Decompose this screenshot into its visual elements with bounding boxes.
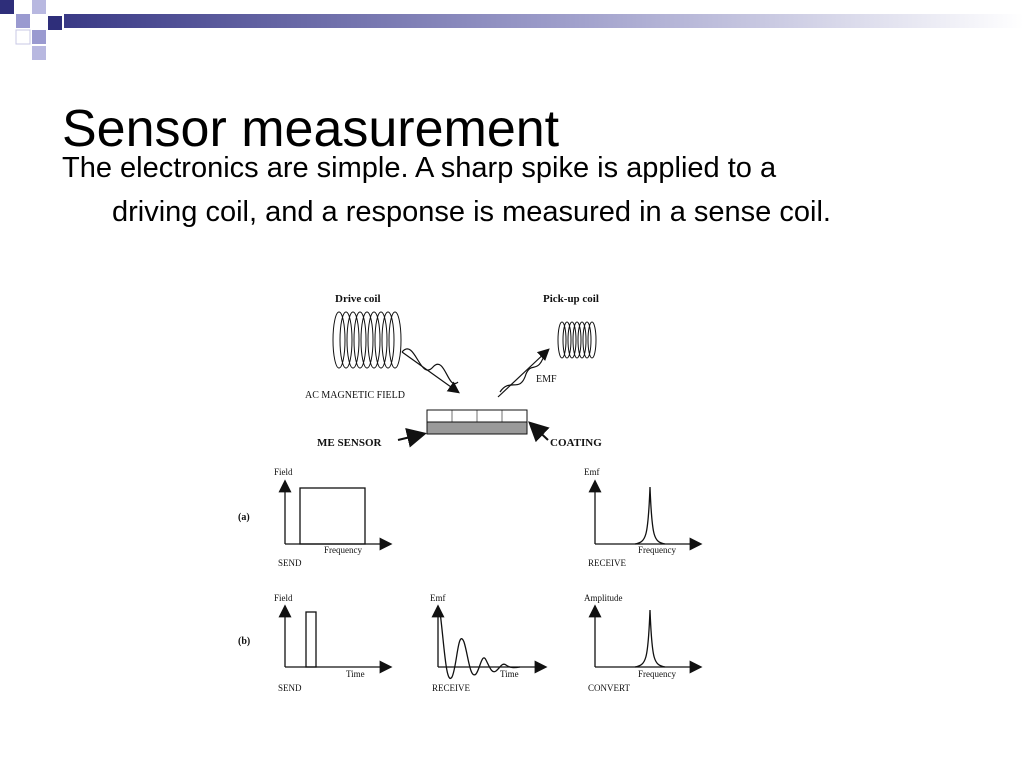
ac-field-label: AC MAGNETIC FIELD [305, 390, 405, 401]
drive-coil-label: Drive coil [335, 293, 381, 305]
b-recv-ylabel: Emf [430, 593, 446, 603]
a-recv-ylabel: Emf [584, 467, 600, 477]
a-send-caption: SEND [278, 558, 302, 568]
slide-title: Sensor measurement [62, 100, 560, 158]
a-recv-caption: RECEIVE [588, 558, 626, 568]
coating-label: COATING [550, 437, 602, 449]
pickup-coil-label: Pick-up coil [543, 293, 599, 305]
ac-field-arrow [402, 349, 458, 392]
row-b-label: (b) [238, 636, 251, 647]
plot-b-convert [595, 607, 700, 667]
b-send-xlabel: Time [346, 669, 365, 679]
b-conv-ylabel: Amplitude [584, 593, 623, 603]
plot-b-send [285, 607, 390, 667]
plot-b-receive [438, 607, 545, 678]
a-recv-xlabel: Frequency [638, 545, 676, 555]
row-a-label: (a) [238, 512, 250, 523]
b-recv-xlabel: Time [500, 669, 519, 679]
me-sensor-label: ME SENSOR [317, 437, 382, 449]
plot-a-send [285, 482, 390, 544]
b-conv-caption: CONVERT [588, 683, 630, 693]
slide-body [62, 146, 992, 234]
me-sensor [427, 410, 527, 434]
body-line-2: driving coil, and a response is measured in a sense coil. [112, 196, 831, 228]
a-send-ylabel: Field [274, 467, 293, 477]
drive-coil [333, 312, 401, 368]
header-gradient-bar [0, 0, 1024, 28]
b-recv-caption: RECEIVE [432, 683, 470, 693]
sensor-diagram [230, 282, 730, 702]
b-conv-xlabel: Frequency [638, 669, 676, 679]
me-sensor-arrow [398, 434, 423, 440]
plot-a-receive [595, 482, 700, 544]
a-send-xlabel: Frequency [324, 545, 362, 555]
coating-arrow [531, 424, 548, 440]
pickup-coil [558, 322, 596, 358]
b-send-caption: SEND [278, 683, 302, 693]
b-send-ylabel: Field [274, 593, 293, 603]
emf-label: EMF [536, 374, 557, 385]
body-line-1: The electronics are simple. A sharp spike is applied to a [62, 152, 777, 184]
